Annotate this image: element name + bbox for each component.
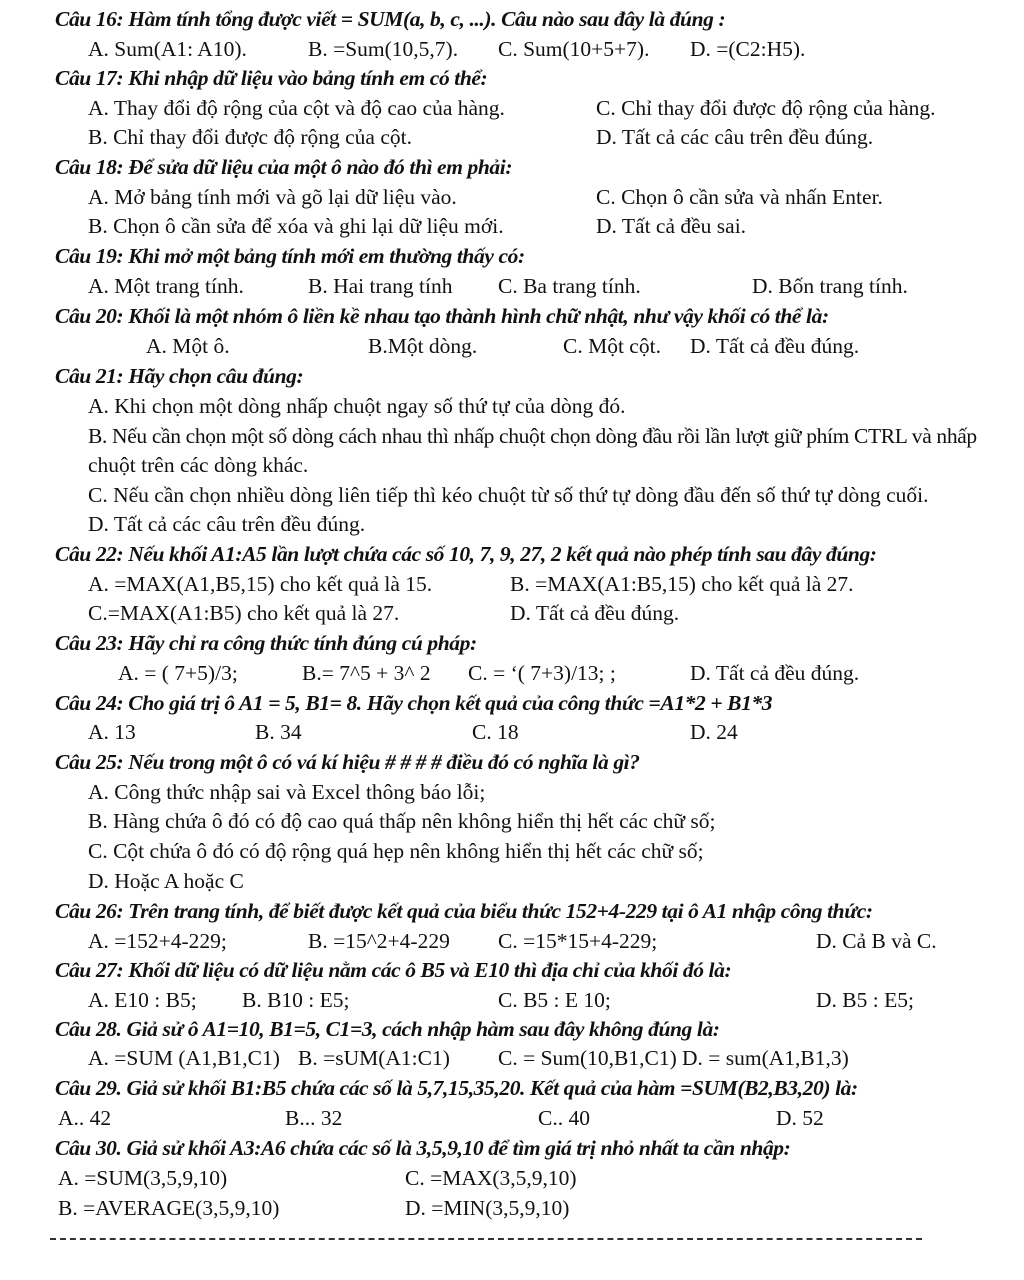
option: B. Chỉ thay đổi được độ rộng của cột. — [88, 125, 412, 149]
option: A. =SUM(3,5,9,10) — [58, 1166, 228, 1190]
question-28-stem: Câu 28. Giả sử ô A1=10, B1=5, C1=3, cách nhập hàm sau đây không đúng là: — [55, 1017, 720, 1041]
dashed-divider — [50, 1238, 922, 1240]
option: A. Sum(A1: A10). — [88, 37, 247, 61]
option: C. =MAX(3,5,9,10) — [405, 1166, 577, 1190]
option: C.. 40 — [538, 1106, 590, 1130]
question-22-options — [0, 569, 1024, 599]
option: C. = Sum(10,B1,C1) — [498, 1046, 677, 1070]
option: C. 18 — [472, 720, 519, 744]
question-30-stem: Câu 30. Giả sử khối A3:A6 chứa các số là 3,5,9,10 để tìm giá trị nhỏ nhất ta cần nhập: — [55, 1136, 791, 1160]
option: B. Hai trang tính — [308, 274, 453, 298]
question-17-options — [0, 93, 1024, 123]
option: A. E10 : B5; — [88, 988, 197, 1012]
option: D. Tất cả đều sai. — [596, 214, 747, 238]
question-29-options — [0, 1103, 1024, 1133]
option: B. =sUM(A1:C1) — [298, 1046, 450, 1070]
option: C.=MAX(A1:B5) cho kết quả là 27. — [88, 601, 400, 625]
question-23-stem: Câu 23: Hãy chỉ ra công thức tính đúng cú pháp: — [55, 631, 477, 655]
option: B. =AVERAGE(3,5,9,10) — [58, 1196, 280, 1220]
question-30-options-2 — [0, 1193, 1024, 1223]
option: B. Chọn ô cần sửa để xóa và ghi lại dữ liệu mới. — [88, 214, 504, 238]
option: A. Một ô. — [146, 334, 230, 358]
question-23-options — [0, 658, 1024, 688]
option: A. = ( 7+5)/3; — [118, 661, 238, 685]
option: B. =MAX(A1:B5,15) cho kết quả là 27. — [510, 572, 854, 596]
option: B.Một dòng. — [368, 334, 478, 358]
option: D. B5 : E5; — [816, 988, 914, 1012]
option: C. Chỉ thay đổi được độ rộng của hàng. — [596, 96, 936, 120]
option: B. =Sum(10,5,7). — [308, 37, 459, 61]
question-17-stem: Câu 17: Khi nhập dữ liệu vào bảng tính em có thể: — [55, 66, 488, 90]
option: A. Một trang tính. — [88, 274, 244, 298]
question-26-stem: Câu 26: Trên trang tính, để biết được kết quả của biểu thức 152+4-229 tại ô A1 nhập công thức: — [55, 899, 873, 923]
option: B. 34 — [255, 720, 302, 744]
question-27-stem: Câu 27: Khối dữ liệu có dữ liệu nằm các ô B5 và E10 thì địa chỉ của khối đó là: — [55, 958, 732, 982]
option: A. Khi chọn một dòng nhấp chuột ngay số thứ tự của dòng đó. — [88, 394, 626, 418]
option: D. =MIN(3,5,9,10) — [405, 1196, 570, 1220]
option: C. =15*15+4-229; — [498, 929, 658, 953]
option: D. Hoặc A hoặc C — [88, 869, 244, 893]
question-18-stem: Câu 18: Để sửa dữ liệu của một ô nào đó thì em phải: — [55, 155, 513, 179]
question-21-stem: Câu 21: Hãy chọn câu đúng: — [55, 364, 304, 388]
question-16-options — [0, 34, 1024, 64]
question-16-stem: Câu 16: Hàm tính tổng được viết = SUM(a, b, c, ...). Câu nào sau đây là đúng : — [55, 7, 726, 31]
option: D. 24 — [690, 720, 738, 744]
option: C. Sum(10+5+7). — [498, 37, 650, 61]
question-26-options — [0, 926, 1024, 956]
question-24-options — [0, 717, 1024, 747]
question-28-options — [0, 1043, 1024, 1073]
option: D. Tất cả các câu trên đều đúng. — [596, 125, 874, 149]
option: D. Tất cả đều đúng. — [510, 601, 680, 625]
option: A. Mở bảng tính mới và gõ lại dữ liệu vào. — [88, 185, 457, 209]
option: B.= 7^5 + 3^ 2 — [302, 661, 431, 685]
question-22-options-2 — [0, 598, 1024, 628]
question-17-options-2 — [0, 122, 1024, 152]
option: C. Chọn ô cần sửa và nhấn Enter. — [596, 185, 883, 209]
option: B. Hàng chứa ô đó có độ cao quá thấp nên không hiển thị hết các chữ số; — [88, 809, 716, 833]
option: C. Ba trang tính. — [498, 274, 641, 298]
question-20-stem: Câu 20: Khối là một nhóm ô liền kề nhau tạo thành hình chữ nhật, như vậy khối có thể là: — [55, 304, 829, 328]
question-18-options-2 — [0, 211, 1024, 241]
option: A.. 42 — [58, 1106, 112, 1130]
option: C. = ‘( 7+3)/13; ; — [468, 661, 616, 685]
option: D. =(C2:H5). — [690, 37, 806, 61]
option: D. Tất cả đều đúng. — [690, 334, 860, 358]
option: D. = sum(A1,B1,3) — [682, 1046, 849, 1070]
option: A. =152+4-229; — [88, 929, 227, 953]
option: B. B10 : E5; — [242, 988, 350, 1012]
option: C. Nếu cần chọn nhiều dòng liên tiếp thì kéo chuột từ số thứ tự dòng đầu đến số thứ tự dòng cuối. — [88, 483, 929, 507]
option: B. =15^2+4-229 — [308, 929, 450, 953]
question-20-options — [0, 331, 1024, 361]
option: A. =MAX(A1,B5,15) cho kết quả là 15. — [88, 572, 433, 596]
question-24-stem: Câu 24: Cho giá trị ô A1 = 5, B1= 8. Hãy chọn kết quả của công thức =A1*2 + B1*3 — [55, 691, 773, 715]
option-continuation: chuột trên các dòng khác. — [88, 453, 309, 477]
option: A. Công thức nhập sai và Excel thông báo lỗi; — [88, 780, 486, 804]
option: A. 13 — [88, 720, 136, 744]
option: D. 52 — [776, 1106, 824, 1130]
option: D. Cả B và C. — [816, 929, 937, 953]
option: C. Một cột. — [563, 334, 661, 358]
question-19-options — [0, 271, 1024, 301]
question-30-options — [0, 1163, 1024, 1193]
option: C. Cột chứa ô đó có độ rộng quá hẹp nên không hiển thị hết các chữ số; — [88, 839, 704, 863]
option: B. Nếu cần chọn một số dòng cách nhau thì nhấp chuột chọn dòng đầu rồi lần lượt giữ phím CTRL và nhấp — [88, 424, 977, 448]
option: B... 32 — [285, 1106, 343, 1130]
question-27-options — [0, 985, 1024, 1015]
question-22-stem: Câu 22: Nếu khối A1:A5 lần lượt chứa các số 10, 7, 9, 27, 2 kết quả nào phép tính sau đây đúng: — [55, 542, 877, 566]
option: C. B5 : E 10; — [498, 988, 611, 1012]
option: D. Bốn trang tính. — [752, 274, 908, 298]
question-18-options — [0, 182, 1024, 212]
option: D. Tất cả đều đúng. — [690, 661, 860, 685]
option: A. =SUM (A1,B1,C1) — [88, 1046, 280, 1070]
option: D. Tất cả các câu trên đều đúng. — [88, 512, 366, 536]
question-29-stem: Câu 29. Giả sử khối B1:B5 chứa các số là 5,7,15,35,20. Kết quả của hàm =SUM(B2,B3,20) là: — [55, 1076, 858, 1100]
question-19-stem: Câu 19: Khi mở một bảng tính mới em thường thấy có: — [55, 244, 525, 268]
option: A. Thay đổi độ rộng của cột và độ cao của hàng. — [88, 96, 505, 120]
question-25-stem: Câu 25: Nếu trong một ô có vá kí hiệu # # # # điều đó có nghĩa là gì? — [55, 750, 640, 774]
